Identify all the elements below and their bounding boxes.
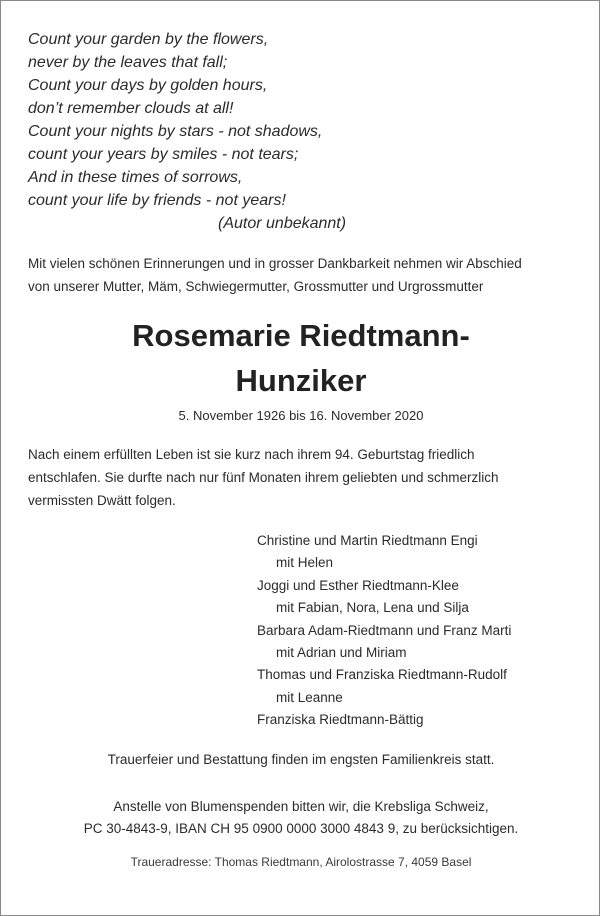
intro-line: Mit vielen schönen Erinnerungen und in grosser Dankbarkeit nehmen wir Abschied xyxy=(28,256,522,271)
poem-line: count your years by smiles - not tears; xyxy=(28,146,299,163)
poem-author: (Autor unbekannt) xyxy=(218,215,347,232)
intro-text xyxy=(28,252,578,298)
donation-request xyxy=(1,796,600,840)
poem-line: never by the leaves that fall; xyxy=(28,54,228,71)
poem-line: count your life by friends - not years! xyxy=(28,192,286,209)
poem-line: Count your nights by stars - not shadows, xyxy=(28,123,323,140)
family-children: mit Fabian, Nora, Lena und Silja xyxy=(276,600,469,616)
family-member: Franziska Riedtmann-Bättig xyxy=(257,712,424,728)
poem-line: Count your garden by the flowers, xyxy=(28,31,269,48)
life-dates: 5. November 1926 bis 16. November 2020 xyxy=(178,408,424,423)
family-children: mit Leanne xyxy=(276,689,343,705)
deceased-name xyxy=(1,313,600,403)
deceased-name-line: Rosemarie Riedtmann- xyxy=(132,318,470,353)
family-member: Joggi und Esther Riedtmann-Klee xyxy=(257,577,459,593)
poem xyxy=(28,28,346,235)
poem-line: Count your days by golden hours, xyxy=(28,77,268,94)
poem-line: don’t remember clouds at all! xyxy=(28,100,234,117)
body-text xyxy=(28,443,588,512)
family-member: Thomas und Franziska Riedtmann-Rudolf xyxy=(257,667,507,683)
mourning-address: Traueradresse: Thomas Riedtmann, Airolostrasse 7, 4059 Basel xyxy=(130,855,472,869)
funeral-notice: Trauerfeier und Bestattung finden im engsten Familienkreis statt. xyxy=(107,752,495,767)
family-member: Barbara Adam-Riedtmann und Franz Marti xyxy=(257,622,512,638)
poem-line: And in these times of sorrows, xyxy=(28,169,243,186)
intro-line: von unserer Mutter, Mäm, Schwiegermutter, Grossmutter und Urgrossmutter xyxy=(28,279,484,294)
family-member: Christine und Martin Riedtmann Engi xyxy=(257,533,478,548)
body-line: Nach einem erfüllten Leben ist sie kurz nach ihrem 94. Geburtstag friedlich xyxy=(28,447,475,462)
family-children: mit Helen xyxy=(276,555,334,571)
family-children: mit Adrian und Miriam xyxy=(276,645,407,661)
deceased-name-line: Hunziker xyxy=(235,363,367,398)
family-list xyxy=(257,530,511,732)
body-line: vermissten Dwätt folgen. xyxy=(28,493,176,508)
donation-line: PC 30-4843-9, IBAN CH 95 0900 0000 3000 4843 9, zu berücksichtigen. xyxy=(83,821,519,836)
body-line: entschlafen. Sie durfte nach nur fünf Monaten ihrem geliebten und schmerzlich xyxy=(28,470,499,485)
donation-line: Anstelle von Blumenspenden bitten wir, die Krebsliga Schweiz, xyxy=(113,799,489,814)
